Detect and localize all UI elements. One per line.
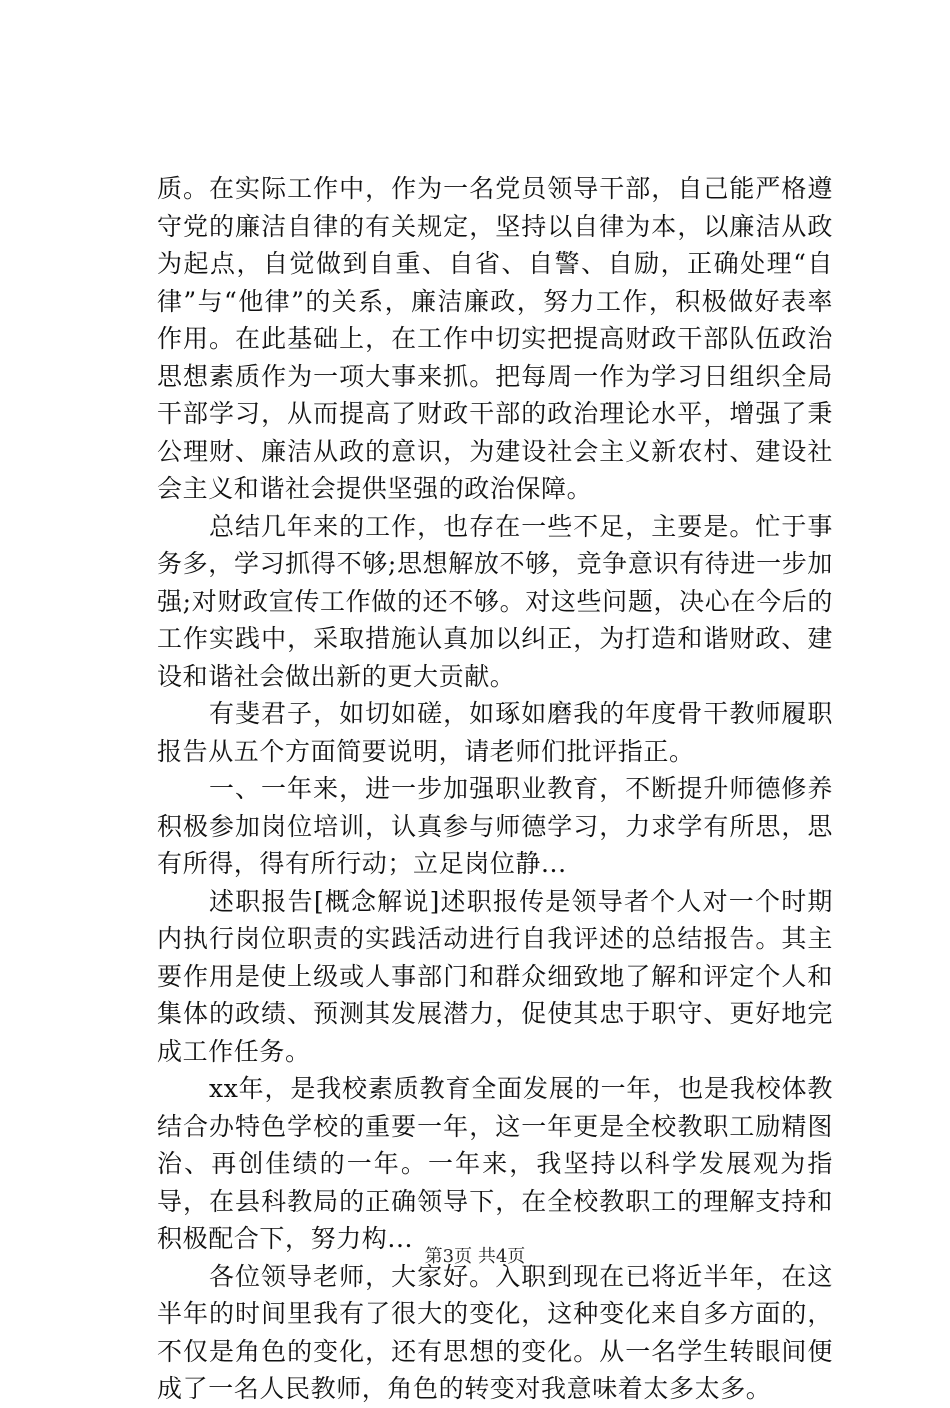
- paragraph-school-year: xx年，是我校素质教育全面发展的一年，也是我校体教结合办特色学校的重要一年，这一年更是全校教职工励精图治、再创佳绩的一年。一年来，我坚持以科学发展观为指导，在县科教局的正确领导下，在全校教职工的理解支持和积极配合下，努力构...: [157, 1074, 833, 1253]
- paragraph-report-definition: 述职报告[概念解说]述职报传是领导者个人对一个时期内执行岗位职责的实践活动进行自我评述的总结报告。其主要作用是使上级或人事部门和群众细致地了解和评定个人和集体的政绩、预测其发展潜力，促使其忠于职守、更好地完成工作任务。: [157, 886, 833, 1066]
- paragraph-backbone-teacher-report: 有斐君子，如切如磋，如琢如磨我的年度骨干教师履职报告从五个方面简要说明，请老师们批评指正。: [157, 699, 833, 766]
- paragraph-new-teacher: 各位领导老师，大家好。入职到现在已将近半年，在这半年的时间里我有了很大的变化，这种变化来自多方面的，不仅是角色的变化，还有思想的变化。从一名学生转眼间便成了一名人民教师，角色的转变对我意味着太多太多。: [157, 1261, 833, 1403]
- paragraph-continuation: 质。在实际工作中，作为一名党员领导干部，自己能严格遵守党的廉洁自律的有关规定，坚持以自律为本，以廉洁从政为起点，自觉做到自重、自省、自警、自励，正确处理“自律”与“他律”的关系，廉洁廉政，努力工作，积极做好表率作用。在此基础上，在工作中切实把提高财政干部队伍政治思想素质作为一项大事来抓。把每周一作为学习日组织全局干部学习，从而提高了财政干部的政治理论水平，增强了秉公理财、廉洁从政的意识，为建设社会主义新农村、建设社会主义和谐社会提供坚强的政治保障。: [157, 174, 833, 503]
- page-footer: 第3页 共4页: [424, 1246, 526, 1267]
- paragraph-shortcomings: 总结几年来的工作，也存在一些不足，主要是。忙于事务多，学习抓得不够;思想解放不够，竞争意识有待进一步加强;对财政宣传工作做的还不够。对这些问题，决心在今后的工作实践中，采取措施认真加以纠正，为打造和谐财政、建设和谐社会做出新的更大贡献。: [157, 511, 833, 691]
- paragraph-professional-education: 一、一年来，进一步加强职业教育，不断提升师德修养积极参加岗位培训，认真参与师德学习，力求学有所思，思有所得，得有所行动；立足岗位静...: [157, 774, 833, 878]
- document-body: [157, 170, 833, 1408]
